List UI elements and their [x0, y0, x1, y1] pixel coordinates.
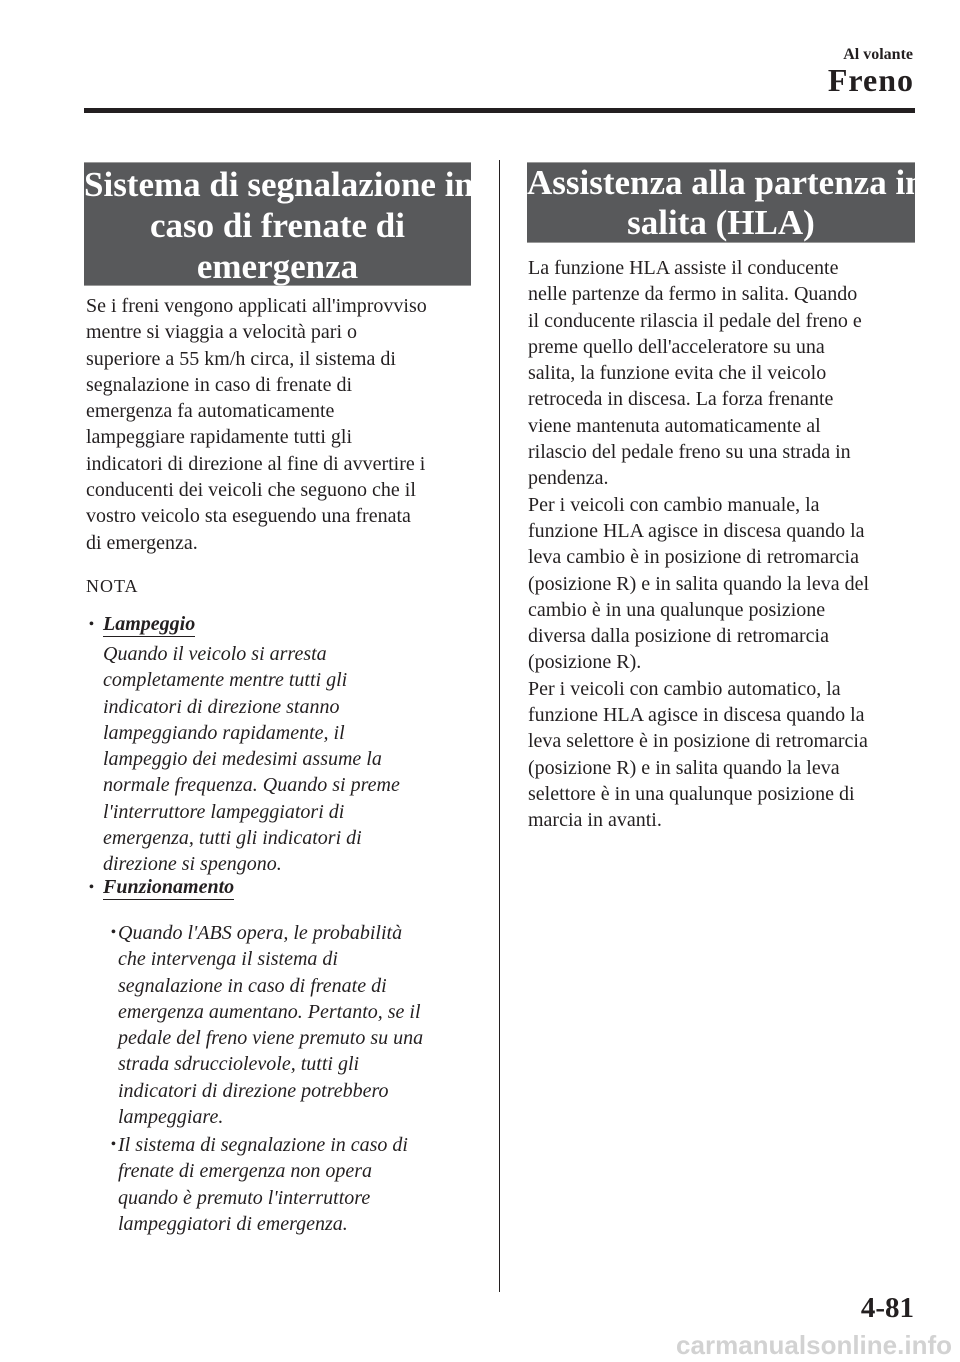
text-line: conducenti dei veicoli che seguono che il [86, 479, 416, 502]
text-line: strada sdrucciolevole, tutti gli [118, 1053, 360, 1076]
text-line: indicatori di direzione al fine di avvertire i [86, 452, 426, 475]
text-line: diversa dalla posizione di retromarcia [528, 625, 829, 648]
text-line: pendenza. [528, 467, 609, 490]
text-line: marcia in avanti. [528, 809, 662, 832]
heading-line: caso di frenate di [149, 206, 406, 245]
text-line: funzione HLA agisce in discesa quando la [528, 519, 865, 542]
text-line: (posizione R) e in salita quando la leva [528, 756, 840, 779]
emergency-signal-paragraph [86, 293, 427, 556]
text-line: che intervenga il sistema di [118, 948, 338, 971]
text-line: emergenza aumentano. Pertanto, se il [118, 1000, 421, 1023]
text-line: salita, la funzione evita che il veicolo [528, 362, 827, 385]
text-line: cambio è in una qualunque posizione [528, 598, 826, 621]
text-line: Per i veicoli con cambio automatico, la [528, 677, 841, 700]
text-line: lampeggiare. [118, 1106, 224, 1129]
bullet-title-funzionamento [103, 876, 234, 899]
text-line: mentre si viaggia a velocità pari o [86, 321, 358, 344]
text-line: l'interruttore lampeggiatori di [103, 800, 345, 823]
section-heading-hla [527, 162, 925, 243]
heading-line: emergenza [196, 247, 359, 286]
bullet-dot-icon: • [89, 617, 94, 632]
text-line: nelle partenze da fermo in salita. Quando [528, 283, 858, 306]
text-line: frenate di emergenza non opera [118, 1160, 373, 1183]
text-line: lampeggiare rapidamente tutti gli [86, 426, 353, 449]
text-line: di emergenza. [86, 531, 198, 554]
text-line: Il sistema di segnalazione in caso di [118, 1134, 408, 1156]
sub-bullet-dot-icon: • [111, 925, 116, 940]
text-line: emergenza fa automaticamente [86, 400, 335, 423]
text-line: funzione HLA agisce in discesa quando la [528, 704, 865, 727]
text-line: normale frequenza. Quando si preme [103, 774, 400, 797]
heading-line: Sistema di segnalazione in [84, 165, 474, 204]
text-line: Per i veicoli con cambio manuale, la [528, 493, 820, 516]
text-line: completamente mentre tutti gli [103, 669, 348, 692]
text-line: rilascio del pedale freno su una strada in [528, 441, 851, 464]
text-line: indicatori di direzione potrebbero [118, 1079, 389, 1102]
section-heading-emergency-signal [84, 162, 474, 286]
sub-bullet-abs-text [118, 920, 423, 1130]
watermark: carmanualsonline.info [676, 1330, 952, 1360]
text-line: lampeggiatori di emergenza. [118, 1212, 348, 1235]
text-line: emergenza, tutti gli indicatori di [103, 827, 362, 850]
text-line: segnalazione in caso di frenate di [118, 974, 387, 997]
text-line: lampeggiando rapidamente, il [103, 721, 345, 744]
text-line: retroceda in discesa. La forza frenante [528, 388, 834, 411]
text-line: La funzione HLA assiste il conducente [528, 257, 839, 279]
text-line: pedale del freno viene premuto su una [118, 1027, 424, 1050]
text-line: Quando l'ABS opera, le probabilità [118, 922, 403, 944]
text-line: (posizione R) e in salita quando la leva del [528, 572, 870, 595]
text-line: leva selettore è in posizione di retromarcia [528, 730, 868, 753]
text-line: Se i freni vengono applicati all'improvviso [86, 295, 427, 317]
heading-line: salita (HLA) [627, 203, 815, 242]
note-label: NOTA [86, 576, 139, 596]
text-line: superiore a 55 km/h circa, il sistema di [86, 347, 396, 370]
bullet-title-lampeggio [103, 613, 195, 636]
column-divider [499, 160, 500, 1292]
text-line: viene mantenuta automaticamente al [528, 414, 821, 437]
bullet-lampeggio-text [103, 641, 400, 878]
text-line: preme quello dell'acceleratore su una [528, 335, 825, 358]
header-section-label: Al volante [843, 46, 913, 63]
text-line: indicatori di direzione stanno [103, 695, 340, 718]
text-line: lampeggio dei medesimi assume la [103, 748, 382, 771]
page-title: Freno [827, 62, 914, 98]
sub-bullet-hazard-switch-text [118, 1132, 408, 1237]
text-line: selettore è in una qualunque posizione di [528, 782, 855, 805]
text-line: il conducente rilascia il pedale del freno e [528, 309, 862, 332]
text-line: segnalazione in caso di frenate di [86, 373, 352, 396]
text-line: (posizione R). [528, 651, 642, 674]
page-number: 4-81 [860, 1292, 914, 1324]
hla-paragraph [528, 255, 869, 834]
text-line: Quando il veicolo si arresta [103, 643, 327, 665]
heading-line: Assistenza alla partenza in [527, 163, 925, 202]
bullet-title-text: Lampeggio [103, 613, 196, 635]
text-line: vostro veicolo sta eseguendo una frenata [86, 505, 411, 528]
text-line: quando è premuto l'interruttore [118, 1186, 371, 1209]
header-rule [84, 108, 915, 113]
text-line: direzione si spengono. [103, 853, 282, 876]
text-line: leva cambio è in posizione di retromarcia [528, 546, 859, 569]
bullet-title-text: Funzionamento [103, 876, 235, 898]
bullet-dot-icon: • [89, 880, 94, 895]
sub-bullet-dot-icon: • [111, 1137, 116, 1152]
